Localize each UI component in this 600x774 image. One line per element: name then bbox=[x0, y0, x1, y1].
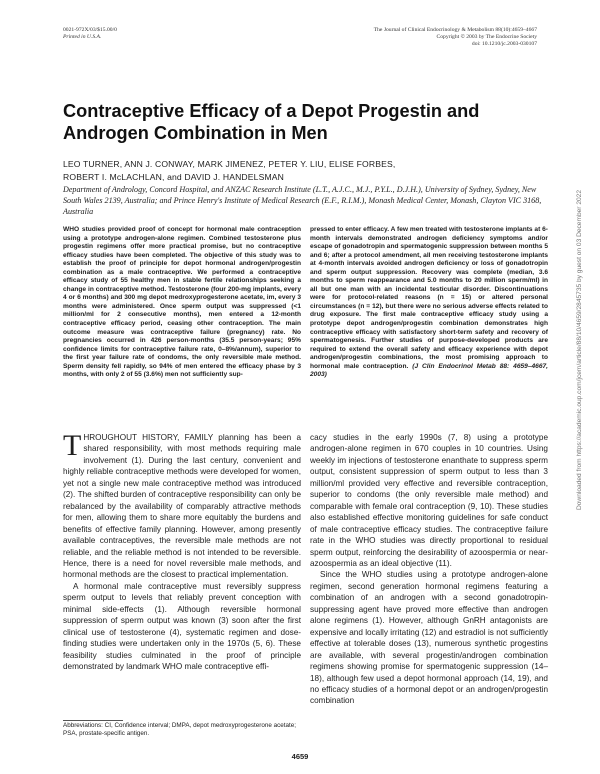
intro-paragraph bbox=[63, 429, 301, 581]
printed-in-text: Printed in U.S.A. bbox=[63, 34, 102, 40]
abstract-right-text: pressed to enter efficacy. A few men treated with testosterone implants at 6-month intervals demonstrated androgen deficiency symptoms and/or escape of gonadotropin and spermatogenic suppression between months 5 and 6; after a protocol amendment, all men receiving testosterone implants at 4-month intervals avoided androgen deficiency or loss of gonadotropin and sperm output suppression. Recovery was complete (median, 3.6 months to sperm reappearance and 5.0 months to 20 million sperm/ml) in all but one man with an incidental testicular disorder. Discontinuations were for protocol-related reasons (n = 15) or altered personal circumstances (n = 12), but there were no serious adverse effects related to drug exposure. The first male contraceptive efficacy study using a prototype depot androgen/progestin combination demonstrates high contraceptive efficacy with satisfactory short-term safety and recovery of spermatogenesis. Further studies of purpose-developed products are required to extend the overall safety and efficacy experience with depot androgen/progestin combinations, the most promising approach to hormonal male contraception. bbox=[310, 226, 548, 370]
body-paragraph-2: A hormonal male contraceptive must reversibly suppress sperm output to levels that reliably prevent conception with minimal side-effects (1). Although reversible hormonal suppression of sperm output was known (3) soon after the first clinical use of testosterone (4), systematic regimen and dose-finding studies were undertaken only in the 1970s (5, 6). These feasibility studies culminated in the proof of principle demonstrated by landmark WHO male contraceptive effi- bbox=[63, 581, 301, 672]
journal-header-left bbox=[63, 27, 117, 41]
author-line-2: ROBERT I. McLACHLAN, and DAVID J. HANDELSMAN bbox=[63, 172, 285, 182]
journal-header-right bbox=[374, 27, 537, 48]
author-list bbox=[63, 158, 543, 184]
page-number: 4659 bbox=[291, 752, 309, 761]
download-watermark: Downloaded from https://academic.oup.com/jcem/article/88/10/4659/2845735 by guest on 03 December 2022 bbox=[576, 190, 583, 510]
journal-citation-text: The Journal of Clinical Endocrinology & Metabolism 88(10):4659–4667 bbox=[373, 27, 537, 33]
abstract-left-column: WHO studies provided proof of concept for hormonal male contraception using a prototype androgen-alone regimen. Combined testosterone plus progestin regimens offer more practical promise, but no contraceptive efficacy studies have been completed. The objective of this study was to establish the proof of principle for depot hormonal androgen/progestin combination as a male contraceptive. We performed a contraceptive efficacy study of 55 healthy men in stable fertile relationships seeking a change in contraceptive method. Testosterone (four 200-mg implants, every 4 or 6 months) and 300 mg depot medroxyprogesterone acetate, im, every 3 months were administered. Once sperm output was suppressed (<1 million/ml for 2 consecutive months), men entered a 12-month contraceptive efficacy period, ceasing other contraception. The main outcome measure was contraceptive failure (pregnancy) rate. No pregnancies occurred in 426 person-months (35.5 person-years; 95% confidence limits for contraceptive failure rate, 0–8%/annum), superior to the first year failure rate of condoms, the only reversible male method. Sperm density fell rapidly, so 94% of men entered the efficacy phase by 3 months, with only 2 of 55 (3.6%) men not sufficiently sup- bbox=[63, 226, 301, 379]
article-title: Contraceptive Efficacy of a Depot Progestin and Androgen Combination in Men bbox=[63, 101, 480, 143]
affiliations: Department of Andrology, Concord Hospital, and ANZAC Research Institute (L.T., A.J.C., M.J., P.Y.L., D.J.H.), University of Sydney, Sydney, New South Wales 2139, Australia; and Prince Henry's Institute of Medical Research (E.F., R.I.M.), Monash Medical Center, Monash, Clayton VIC 3168, Australia bbox=[63, 185, 542, 217]
body-left-column bbox=[63, 429, 301, 673]
body-paragraph-3: cacy studies in the early 1990s (7, 8) using a prototype androgen-alone regimen in 670 couples in 10 countries. Using weekly im injections of testosterone enanthate to suppress sperm output, consistent suppression of sperm output to less than 3 million/ml provided very effective and reversible contraception, superior to condoms (the only reversible male method) and comparable with female oral contraception (9, 10). These studies also established effective monitoring guidelines for safe conduct of male contraceptive efficacy studies. The contraceptive failure rate in the WHO studies was directly proportional to residual sperm output, reinforcing the desirability of azoospermia or near-azoospermia as an ideal objective (11). bbox=[310, 433, 548, 568]
body-paragraph-4: Since the WHO studies using a prototype androgen-alone regimen, second generation hormonal regimens featuring a combination of an androgen with a second gonadotropin-suppressing agent have proved more effective than androgen alone regimens (1). However, although GnRH antagonists are expensive and locally irritating (12) and estradiol is not sufficiently effective at tolerable doses (13), numerous synthetic progestins are available, with several progestin/androgen combination regimens showing promise for spermatogenic suppression (14–18), although few used a depot hormonal approach (14, 19), and no efficacy studies of a hormonal depot or an androgen/progestin combination bbox=[310, 570, 548, 706]
doi-text: doi: 10.1210/jc.2003-030107 bbox=[471, 41, 537, 47]
footnote-divider bbox=[63, 720, 123, 721]
abbreviations-footnote: Abbreviations: CI, Confidence interval; DMPA, depot medroxyprogesterone acetate; PSA, prostate-specific antigen. bbox=[63, 722, 296, 738]
abstract-citation: (J Clin Endocrinol Metab 88: 4659–4667, 2003) bbox=[310, 362, 548, 379]
abstract-right-column bbox=[310, 226, 548, 380]
author-line-1: LEO TURNER, ANN J. CONWAY, MARK JIMENEZ, PETER Y. LIU, ELISE FORBES, bbox=[63, 159, 396, 169]
issn-text: 0021-972X/03/$15.00/0 bbox=[63, 27, 117, 33]
drop-cap: T bbox=[63, 429, 82, 462]
copyright-text: Copyright © 2003 by The Endocrine Society bbox=[436, 34, 537, 40]
body-right-column bbox=[310, 432, 548, 707]
intro-text: HROUGHOUT HISTORY, FAMILY planning has been a shared responsibility, with most methods requiring male involvement (1). During the last century, convenient and highly reliable contraceptive methods were developed for women, yet not a single new male contraceptive method was introduced (2). The shifted burden of contraceptive responsibility can only be rebalanced by the availability of comparably attractive methods for men, allowing them to share more equitably the burdens and benefits of effective family planning. However, among presently available contraceptives, the reversible male methods are not reliable, and the reliable method is not intended to be reversible. Hence, there is a need for novel reversible male methods, and hormonal methods are the closest to practical implementation. bbox=[63, 433, 301, 580]
